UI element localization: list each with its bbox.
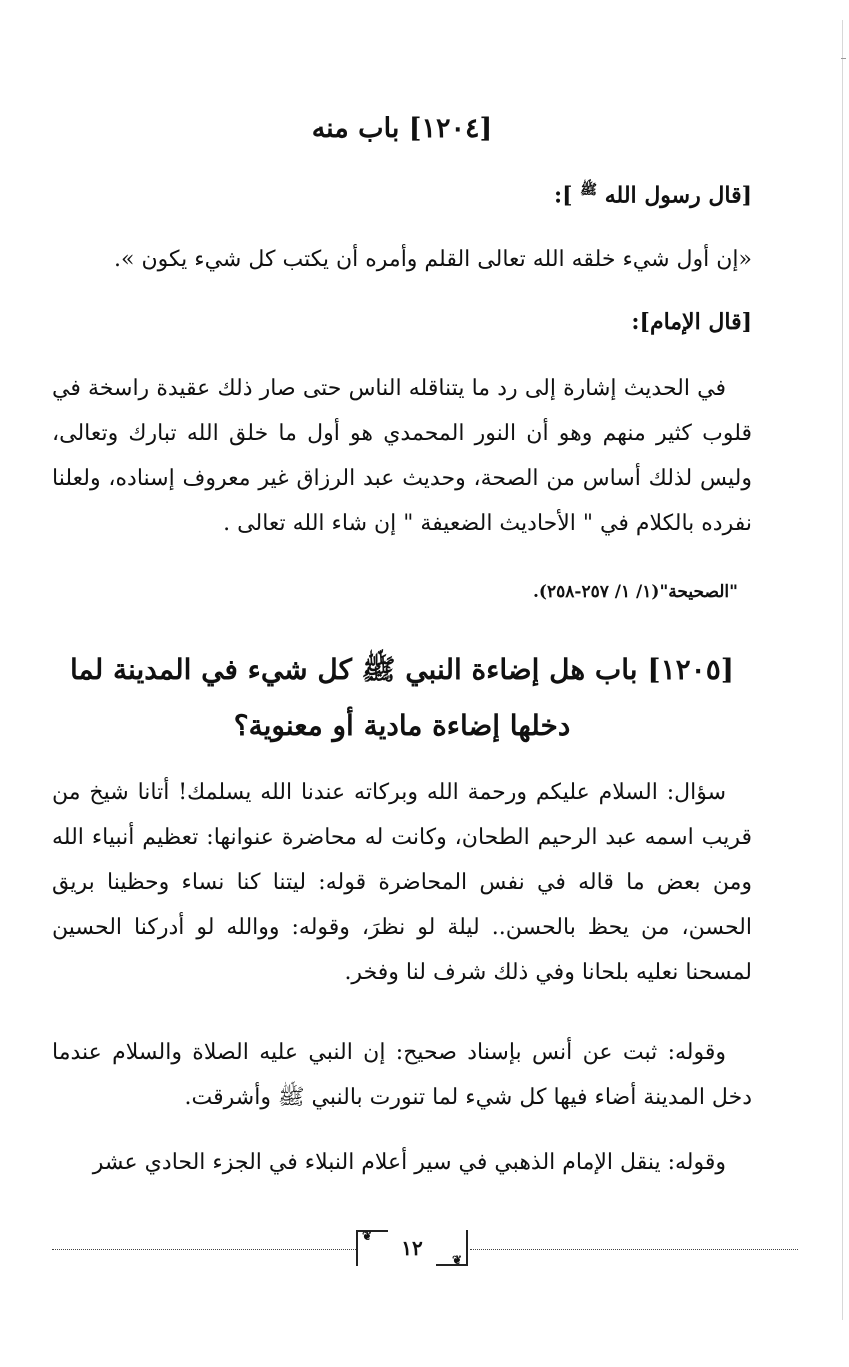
imam-said-label: [قال الإمام]: (631, 309, 752, 335)
question-paragraph: سؤال: السلام عليكم ورحمة الله وبركاته عندنا الله يسلمك! أتانا شيخ من قريب اسمه عبد الرحيم الطحان، وكانت له محاضرة عنوانها: تعظيم أنبياء الله ومن بعض ما قاله في نفس المحاضرة قوله: ليتنا كنا نساء وحظينا بريق الحسن، من يحظ بالحسن.. ليلة لو نظرَ، وقوله: ووالله لو أدركنا الحسين لمسحنا نعليه بلحانا وفي ذلك شرف لنا وفخر. (52, 780, 752, 985)
page-number-frame (356, 1230, 468, 1266)
anas-paragraph: وقوله: ثبت عن أنس بإسناد صحيح: إن النبي عليه الصلاة والسلام عندما دخل المدينة أضاء فيها كل شيء لما تنورت بالنبي ﷺ وأشرقت. (52, 1040, 752, 1110)
ornament-icon: ❦ (451, 1253, 462, 1267)
salutation-glyph: ﷺ (580, 182, 598, 198)
imam-commentary-paragraph: في الحديث إشارة إلى رد ما يتناقله الناس حتى صار ذلك عقيدة راسخة في قلوب كثير منهم وهو أن النور المحمدي هو أول ما خلق الله تبارك وتعالى، وليس لذلك أساس من الصحة، وحديث عبد الرزاق غير معروف إسناده، ولعلنا نفرده بالكلام في " الأحاديث الضعيفة " إن شاء الله تعالى . (52, 376, 752, 536)
hadith-quote: «إن أول شيء خلقه الله تعالى القلم وأمره أن يكتب كل شيء يكون ». (114, 247, 752, 272)
page-number: ١٢ (401, 1236, 423, 1260)
source-reference: "الصحيحة"(١/ ١/ ٢٥٧-٢٥٨). (533, 582, 738, 602)
footer-dotted-line-right (470, 1249, 798, 1250)
section-1204-heading: [١٢٠٤] باب منه (311, 113, 493, 144)
page-edge-rule (842, 20, 843, 1320)
section-1205-heading: [١٢٠٥] باب هل إضاءة النبي ﷺ كل شيء في المدينة لما دخلها إضاءة مادية أو معنوية؟ (69, 653, 734, 742)
dhahabi-paragraph: وقوله: ينقل الإمام الذهبي في سير أعلام النبلاء في الجزء الحادي عشر (92, 1150, 726, 1175)
footer-dotted-line-left (52, 1249, 356, 1250)
prophet-said-label (52, 170, 752, 215)
ornament-icon: ❦ (362, 1229, 373, 1243)
prophet-said-close: ]: (553, 182, 573, 209)
prophet-said-text: [قال رسول الله (604, 182, 752, 209)
page-edge-tick (841, 58, 846, 59)
